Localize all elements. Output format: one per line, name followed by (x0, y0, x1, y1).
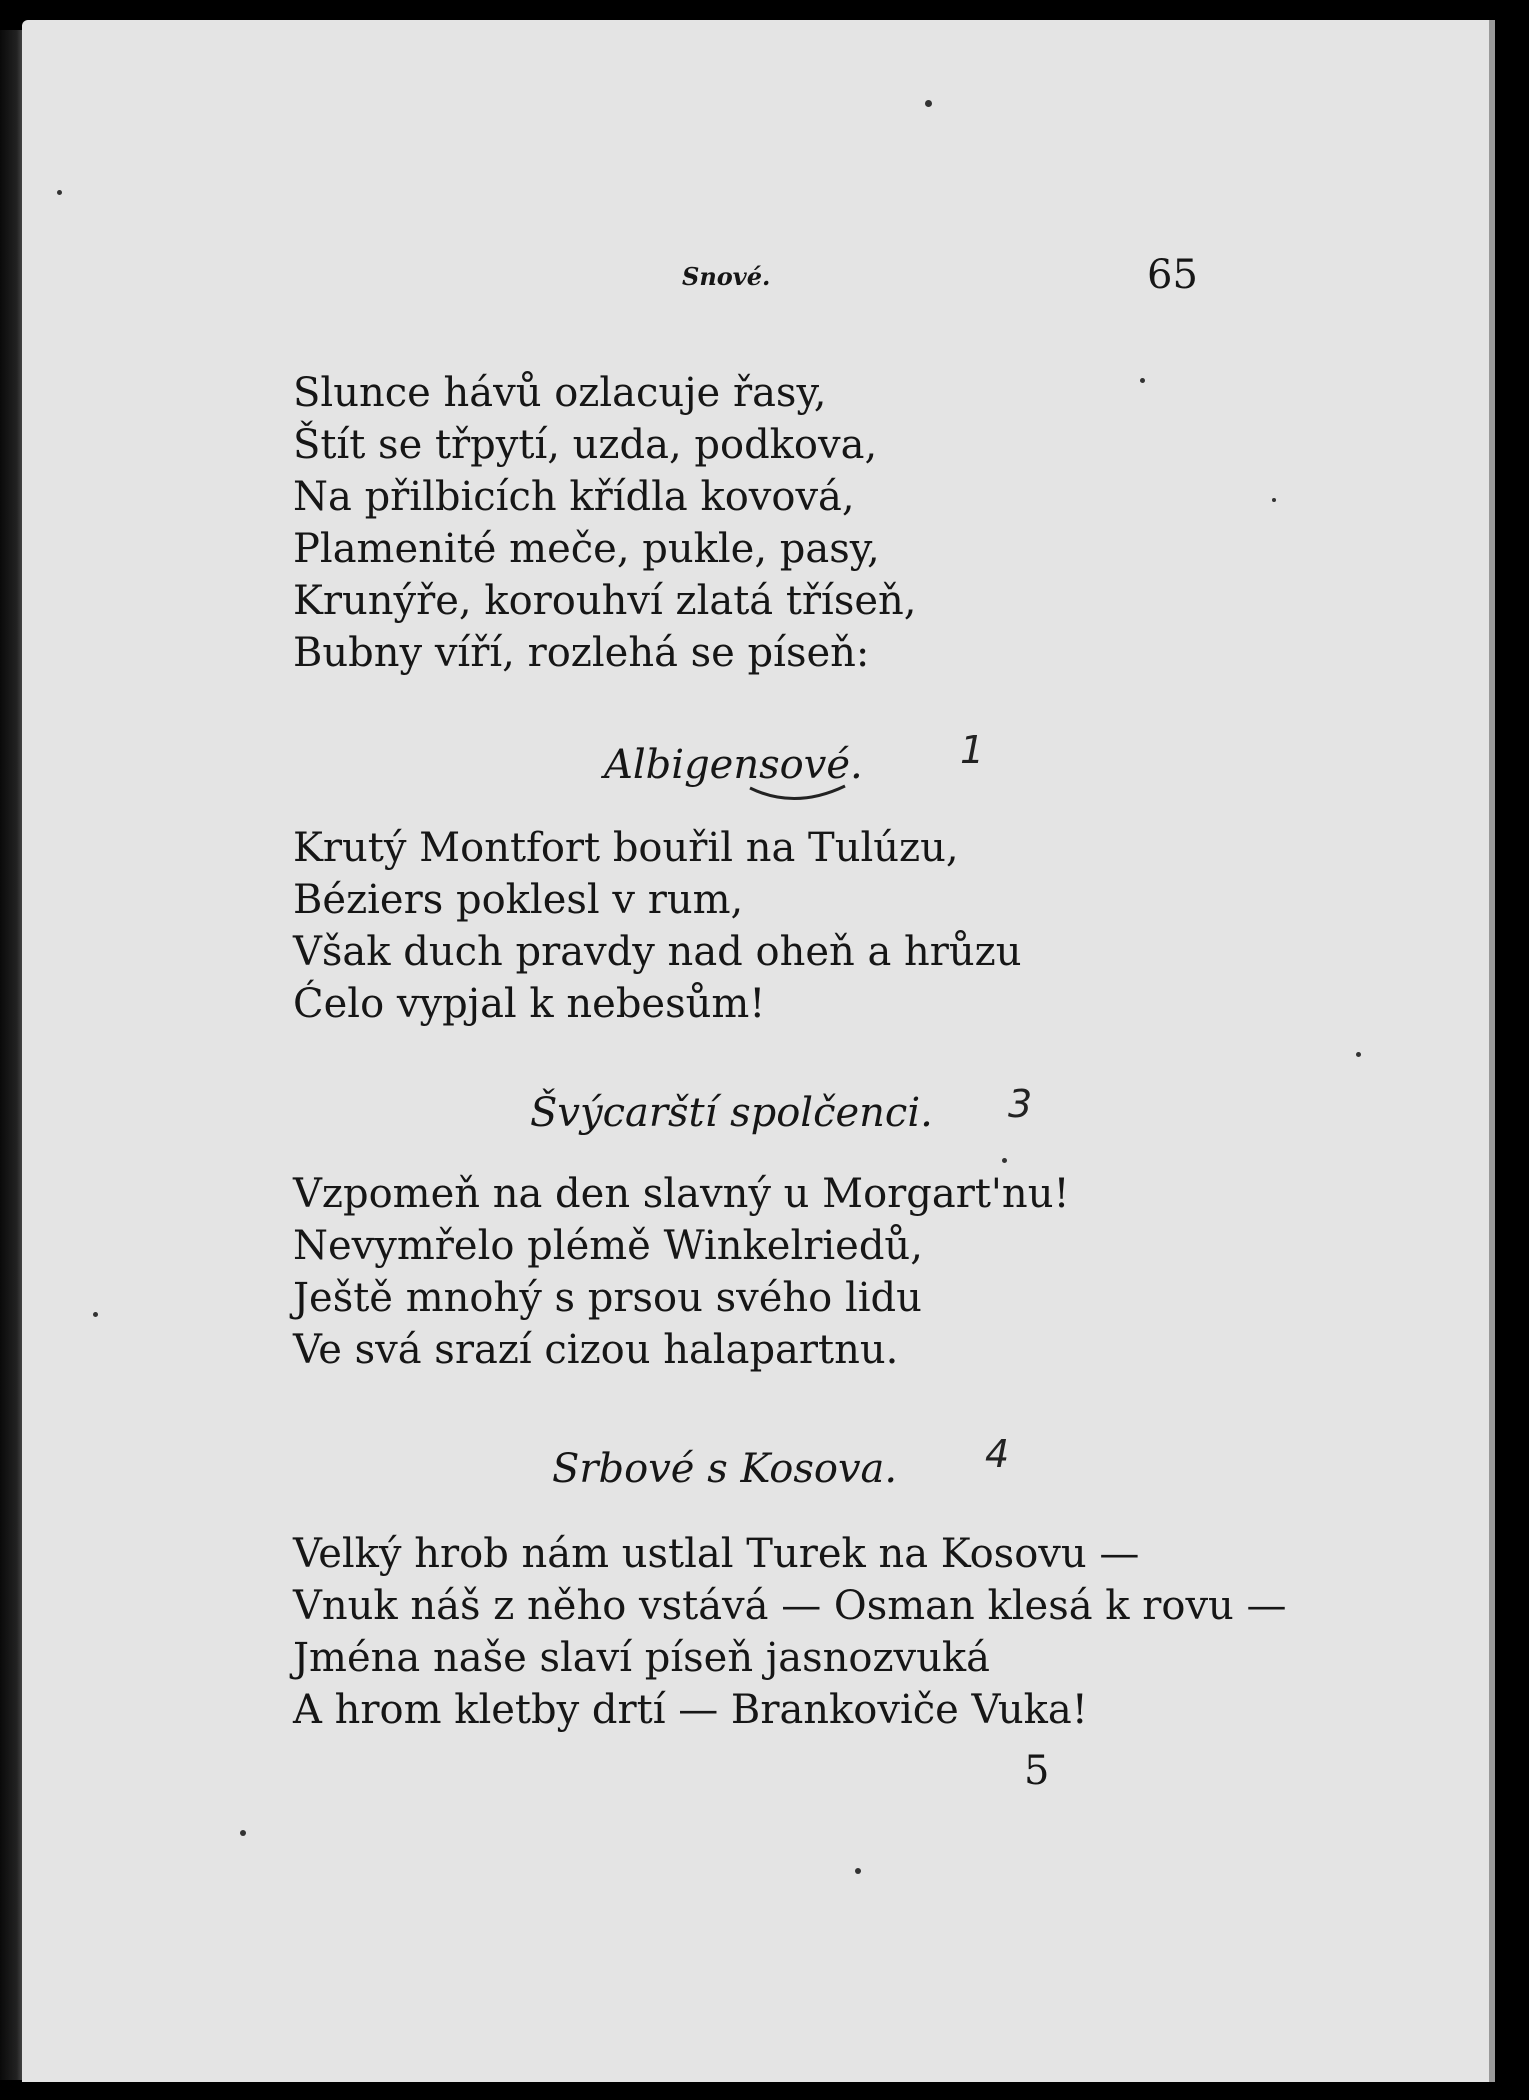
verse-line: Štít se třpytí, uzda, podkova, (293, 422, 878, 468)
pencil-underline-mark (745, 780, 855, 810)
dust-speck (1002, 1158, 1007, 1163)
handwritten-note-4: 4 (985, 1432, 1010, 1476)
catchword: 5 (1024, 1748, 1050, 1794)
dust-speck (1140, 378, 1145, 383)
dust-speck (1356, 1052, 1361, 1057)
stanza-opening (293, 367, 917, 679)
stanza-albigensove (293, 822, 1022, 1030)
section-heading-srbove: Srbové s Kosova. (552, 1446, 898, 1492)
dust-speck (240, 1830, 246, 1836)
verse-line: Bubny víří, rozlehá se píseň: (293, 630, 870, 676)
stanza-srbove (293, 1528, 1287, 1736)
verse-line: Krutý Montfort bouřil na Tulúzu, (293, 825, 959, 871)
handwritten-note-1: 1 (960, 728, 985, 772)
dust-speck (93, 1312, 98, 1317)
running-head: Snové. (682, 262, 771, 291)
verse-line: Nevymřelo plémě Winkelriedů, (293, 1223, 923, 1269)
verse-line: Ještě mnohý s prsou svého lidu (293, 1275, 922, 1321)
page-edge (1489, 20, 1495, 2082)
handwritten-note-3: 3 (1008, 1082, 1033, 1126)
verse-line: Velký hrob nám ustlal Turek na Kosovu — (293, 1531, 1140, 1577)
dust-speck (855, 1868, 861, 1874)
verse-line: Vzpomeň na den slavný u Morgart'nu! (293, 1171, 1070, 1217)
verse-line: Ćelo vypjal k nebesům! (293, 981, 766, 1027)
verse-line: Ve svá srazí cizou halapartnu. (293, 1327, 899, 1373)
section-heading-albigensove: Albigensové. (604, 742, 863, 788)
verse-line: Však duch pravdy nad oheň a hrůzu (293, 929, 1022, 975)
verse-line: Béziers poklesl v rum, (293, 877, 744, 923)
dust-speck (1272, 498, 1276, 502)
stanza-svycarsti (293, 1168, 1070, 1376)
page-number: 65 (1147, 252, 1198, 298)
verse-line: Krunýře, korouhví zlatá tříseň, (293, 578, 917, 624)
dust-speck (57, 190, 62, 195)
verse-line: Jména naše slaví píseň jasnozvuká (293, 1635, 990, 1681)
paper-sheet (22, 20, 1490, 2082)
section-heading-svycarsti: Švýcarští spolčenci. (530, 1090, 933, 1136)
verse-line: Plamenité meče, pukle, pasy, (293, 526, 880, 572)
verse-line: Na přilbicích křídla kovová, (293, 474, 855, 520)
verse-line: Slunce hávů ozlacuje řasy, (293, 370, 827, 416)
dust-speck (925, 100, 932, 107)
verse-line: Vnuk náš z něho vstává — Osman klesá k rovu — (293, 1583, 1287, 1629)
verse-line: A hrom kletby drtí — Brankoviče Vuka! (293, 1687, 1088, 1733)
